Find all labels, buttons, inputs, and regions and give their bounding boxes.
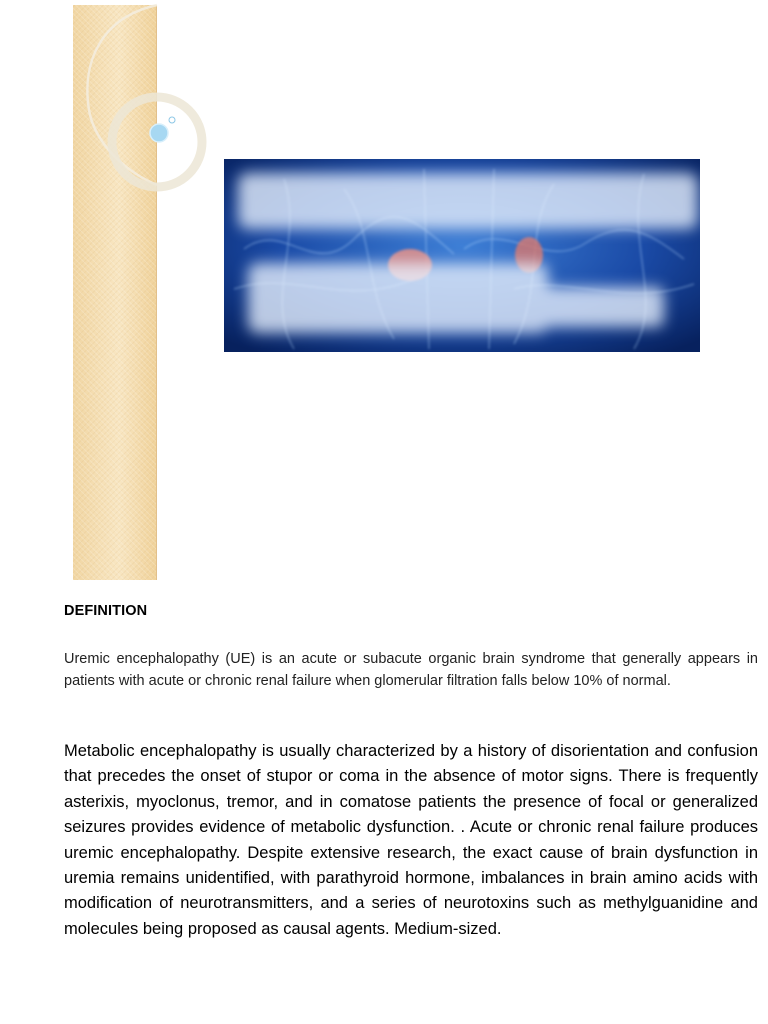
section-heading: DEFINITION <box>64 603 148 619</box>
blurred-anatomy-header-image <box>224 159 700 352</box>
decorative-rings-graphic <box>73 5 173 205</box>
body-paragraph: Metabolic encephalopathy is usually characterized by a history of disorientation and confusion that precedes the onset of stupor or coma in the absence of motor signs. There is frequently asterixis, myoclonus, tremor, and in comatose patients the presence of focal or generalized seizures provides evidence of metabolic dysfunction. . Acute or chronic renal failure produces uremic encephalopathy. Despite extensive research, the exact cause of brain dysfunction in uremia remains unidentified, with parathyroid hormone, imbalances in brain amino acids with modification of neurotransmitters, and a series of neurotoxins such as methylguanidine and molecules being proposed as causal agents. Medium-sized. <box>64 742 758 938</box>
definition-paragraph: Uremic encephalopathy (UE) is an acute or subacute organic brain syndrome that generally appears in patients with acute or chronic renal failure when glomerular filtration falls below 10% of normal. <box>64 651 758 689</box>
